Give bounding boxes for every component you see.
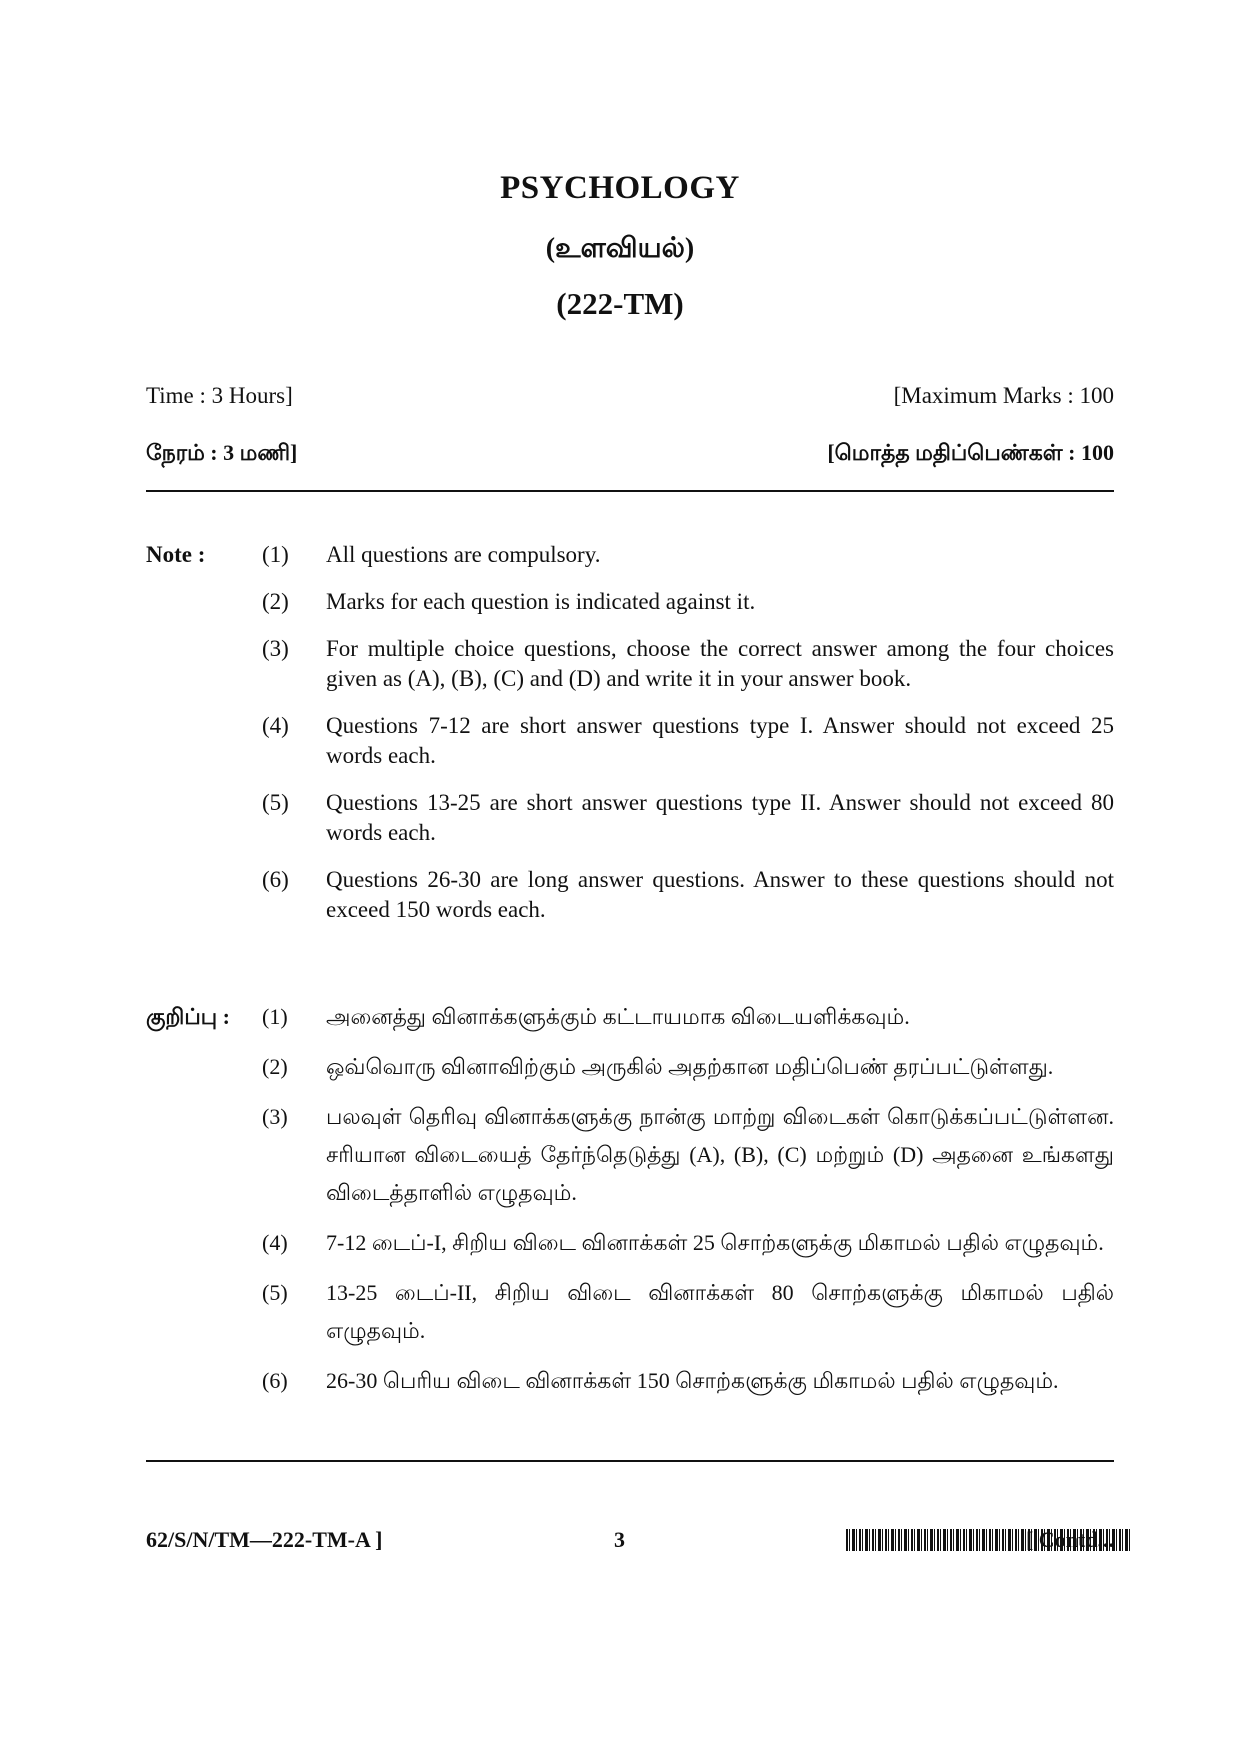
time-label-tamil: நேரம் : 3 மணி] xyxy=(146,440,298,465)
instruction-item xyxy=(146,865,1114,925)
instruction-number: (1) xyxy=(262,542,289,567)
instruction-text-tamil: அனைத்து வினாக்களுக்கும் கட்டாயமாக விடையளிக்கவும். xyxy=(326,1004,910,1029)
exam-meta-tamil xyxy=(146,440,1114,469)
exam-meta-english xyxy=(146,383,1114,409)
instruction-item xyxy=(146,587,1114,617)
instruction-number: (6) xyxy=(262,1368,288,1393)
page-number: 3 xyxy=(614,1527,625,1552)
instruction-text: Questions 13-25 are short answer questions type II. Answer should not exceed 80 words each. xyxy=(326,790,1114,845)
instruction-item xyxy=(146,634,1114,694)
divider xyxy=(146,490,1114,492)
instruction-text: For multiple choice questions, choose the correct answer among the four choices given as (A), (B), (C) and (D) and write it in your answer book. xyxy=(326,636,1114,691)
instructions-english xyxy=(146,540,1114,942)
instruction-number: (6) xyxy=(262,867,289,892)
instruction-number: (2) xyxy=(262,589,289,614)
instruction-number: (1) xyxy=(262,1004,288,1029)
instruction-text-tamil: ஒவ்வொரு வினாவிற்கும் அருகில் அதற்கான மதிப்பெண் தரப்பட்டுள்ளது. xyxy=(326,1054,1054,1079)
instruction-number: (2) xyxy=(262,1054,288,1079)
paper-code: 62/S/N/TM—222-TM-A ] xyxy=(146,1527,383,1552)
instruction-item-tamil xyxy=(146,998,1114,1036)
instruction-text: Marks for each question is indicated against it. xyxy=(326,589,756,614)
instruction-number: (3) xyxy=(262,636,289,661)
divider xyxy=(146,1460,1114,1462)
instruction-text-tamil: 7-12 டைப்-I, சிறிய விடை வினாக்கள் 25 சொற்களுக்கு மிகாமல் பதில் எழுதவும். xyxy=(326,1230,1104,1255)
instruction-text: All questions are compulsory. xyxy=(326,542,601,567)
instruction-number: (5) xyxy=(262,790,289,815)
instruction-number: (4) xyxy=(262,713,289,738)
instruction-item xyxy=(146,788,1114,848)
page-footer xyxy=(146,1527,1114,1555)
continued-label: [ Contd... xyxy=(1025,1527,1114,1552)
instruction-item-tamil xyxy=(146,1362,1114,1400)
instructions-tamil xyxy=(146,998,1114,1412)
subject-title: PSYCHOLOGY xyxy=(500,170,740,206)
max-marks-label: [Maximum Marks : 100 xyxy=(893,383,1114,408)
instruction-item-tamil xyxy=(146,1224,1114,1262)
instruction-item-tamil xyxy=(146,1048,1114,1086)
time-label: Time : 3 Hours] xyxy=(146,383,293,408)
note-label: Note : xyxy=(146,542,206,567)
instruction-text-tamil: 26-30 பெரிய விடை வினாக்கள் 150 சொற்களுக்கு மிகாமல் பதில் எழுதவும். xyxy=(326,1368,1059,1393)
note-label-tamil: குறிப்பு : xyxy=(146,1004,230,1029)
instruction-text-tamil: பலவுள் தெரிவு வினாக்களுக்கு நான்கு மாற்று விடைகள் கொடுக்கப்பட்டுள்ளன. சரியான விடையைத் தேர்ந்தெடுத்து (A), (B), (C) மற்றும் (D) அதனை உங்களது விடைத்தாளில் எழுதவும். xyxy=(326,1104,1114,1205)
instruction-text: Questions 7-12 are short answer questions type I. Answer should not exceed 25 words each. xyxy=(326,713,1114,768)
subject-title-tamil: (உளவியல்) xyxy=(545,233,695,264)
max-marks-label-tamil: [மொத்த மதிப்பெண்கள் : 100 xyxy=(827,440,1114,465)
subject-code: (222-TM) xyxy=(556,286,684,321)
instruction-item xyxy=(146,711,1114,771)
instruction-number: (5) xyxy=(262,1280,288,1305)
instruction-item-tamil xyxy=(146,1098,1114,1212)
instruction-text-tamil: 13-25 டைப்-II, சிறிய விடை வினாக்கள் 80 சொற்களுக்கு மிகாமல் பதில் எழுதவும். xyxy=(326,1280,1114,1343)
instruction-item xyxy=(146,540,1114,570)
instruction-number: (3) xyxy=(262,1104,288,1129)
instruction-item-tamil xyxy=(146,1274,1114,1350)
instruction-text: Questions 26-30 are long answer questions. Answer to these questions should not exceed 150 words each. xyxy=(326,867,1114,922)
instruction-number: (4) xyxy=(262,1230,288,1255)
